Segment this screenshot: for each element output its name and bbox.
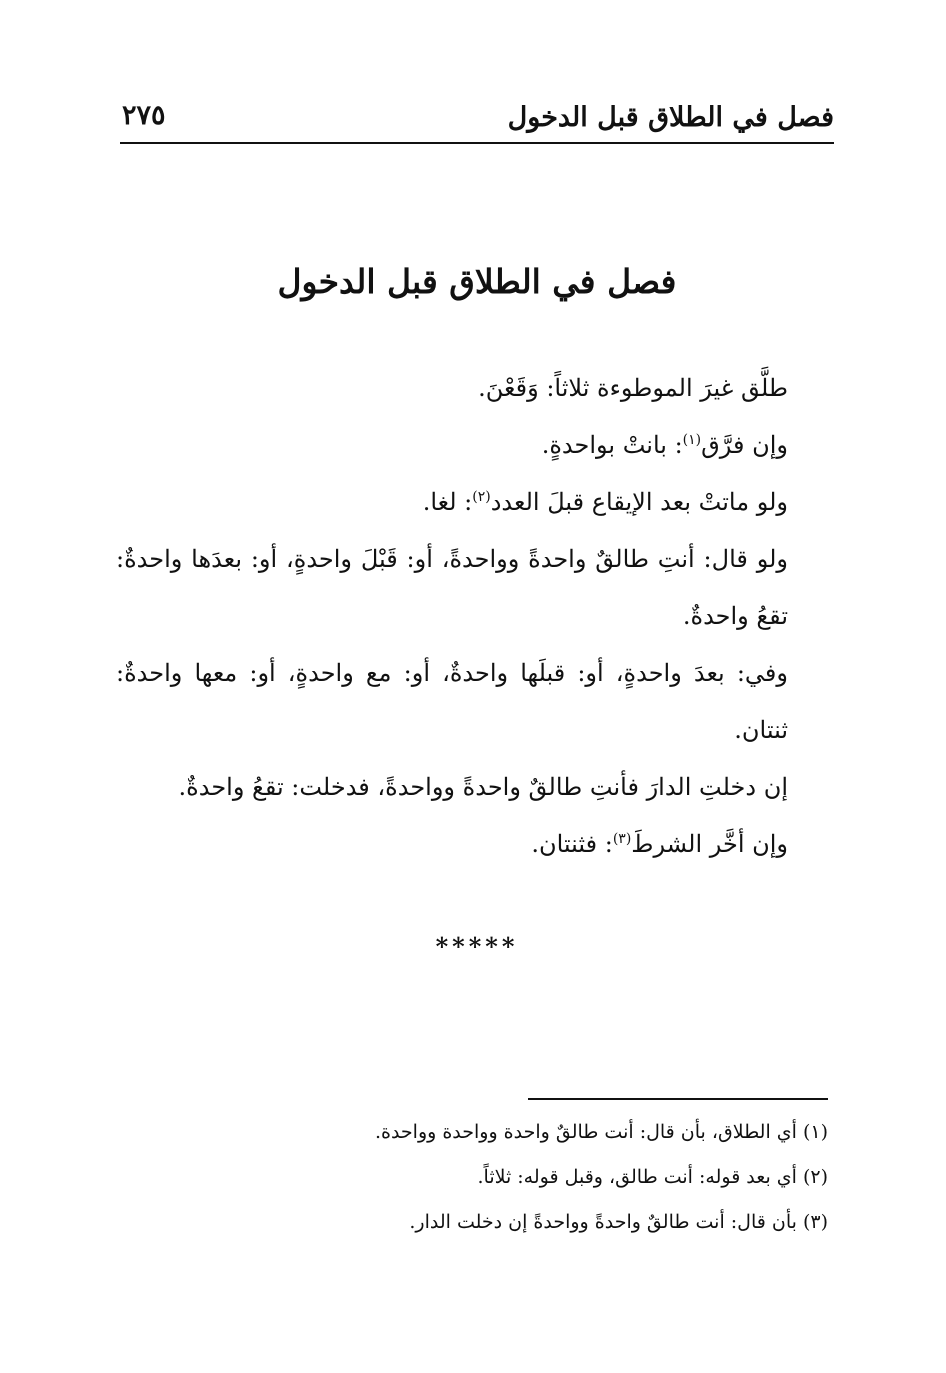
page-number: ٢٧٥ [122, 100, 166, 131]
paragraph-3 [116, 474, 834, 531]
footnote-ref-3[interactable]: (٣) [612, 831, 632, 847]
paragraph-2 [116, 417, 834, 474]
footnote-number: (١) [802, 1121, 828, 1143]
paragraph-6: إن دخلتِ الدارَ فأنتِ طالقٌ واحدةً وواحدةً، فدخلت: تقعُ واحدةٌ. [178, 773, 788, 801]
footnote-number: (٢) [802, 1166, 828, 1188]
section-separator: ***** [435, 932, 519, 961]
paragraph-3-text: ولو ماتتْ بعد الإيقاع قبلَ العدد [490, 488, 788, 516]
footnotes [188, 1110, 828, 1245]
paragraph-2-text-end: : بانتْ بواحدةٍ. [541, 431, 683, 459]
paragraph-2-text: وإن فرَّق [701, 431, 788, 459]
chapter-title: فصل في الطلاق قبل الدخول [277, 262, 677, 301]
running-header [120, 96, 834, 144]
paragraph-7 [116, 816, 834, 873]
footnote-text: بأن قال: أنت طالقٌ واحدةً وواحدةً إن دخلت الدار. [409, 1211, 797, 1233]
footnote-text: أي الطلاق، بأن قال: أنت طالقٌ واحدة وواحدة وواحدة. [374, 1121, 797, 1143]
footnote-text: أي بعد قوله: أنت طالق، وقبل قوله: ثلاثاً. [477, 1166, 797, 1188]
footnote-2 [188, 1155, 828, 1200]
footnote-1 [188, 1110, 828, 1155]
footnote-3 [188, 1200, 828, 1245]
paragraph-1: طلَّق غيرَ الموطوءة ثلاثاً: وَقَعْنَ. [478, 374, 788, 402]
paragraph-4: ولو قال: أنتِ طالقٌ واحدةً وواحدةً، أو: قَبْلَ واحدةٍ، أو: بعدَها واحدةٌ: تقعُ واحدةٌ. [116, 545, 788, 630]
paragraph-7-text-end: : فثنتان. [531, 830, 613, 858]
paragraph-7-text: وإن أخَّر الشرطَ [631, 830, 788, 858]
paragraph-3-text-end: : لغا. [422, 488, 473, 516]
paragraph-5: وفي: بعدَ واحدةٍ، أو: قبلَها واحدةٌ، أو: مع واحدةٍ، أو: معها واحدةٌ: ثنتان. [116, 659, 788, 744]
footnote-ref-1[interactable]: (١) [682, 432, 702, 448]
footnote-ref-2[interactable]: (٢) [472, 489, 491, 505]
footnote-number: (٣) [802, 1211, 828, 1233]
running-title: فصل في الطلاق قبل الدخول [507, 102, 834, 133]
main-text [116, 360, 834, 873]
footnote-divider [528, 1098, 828, 1100]
